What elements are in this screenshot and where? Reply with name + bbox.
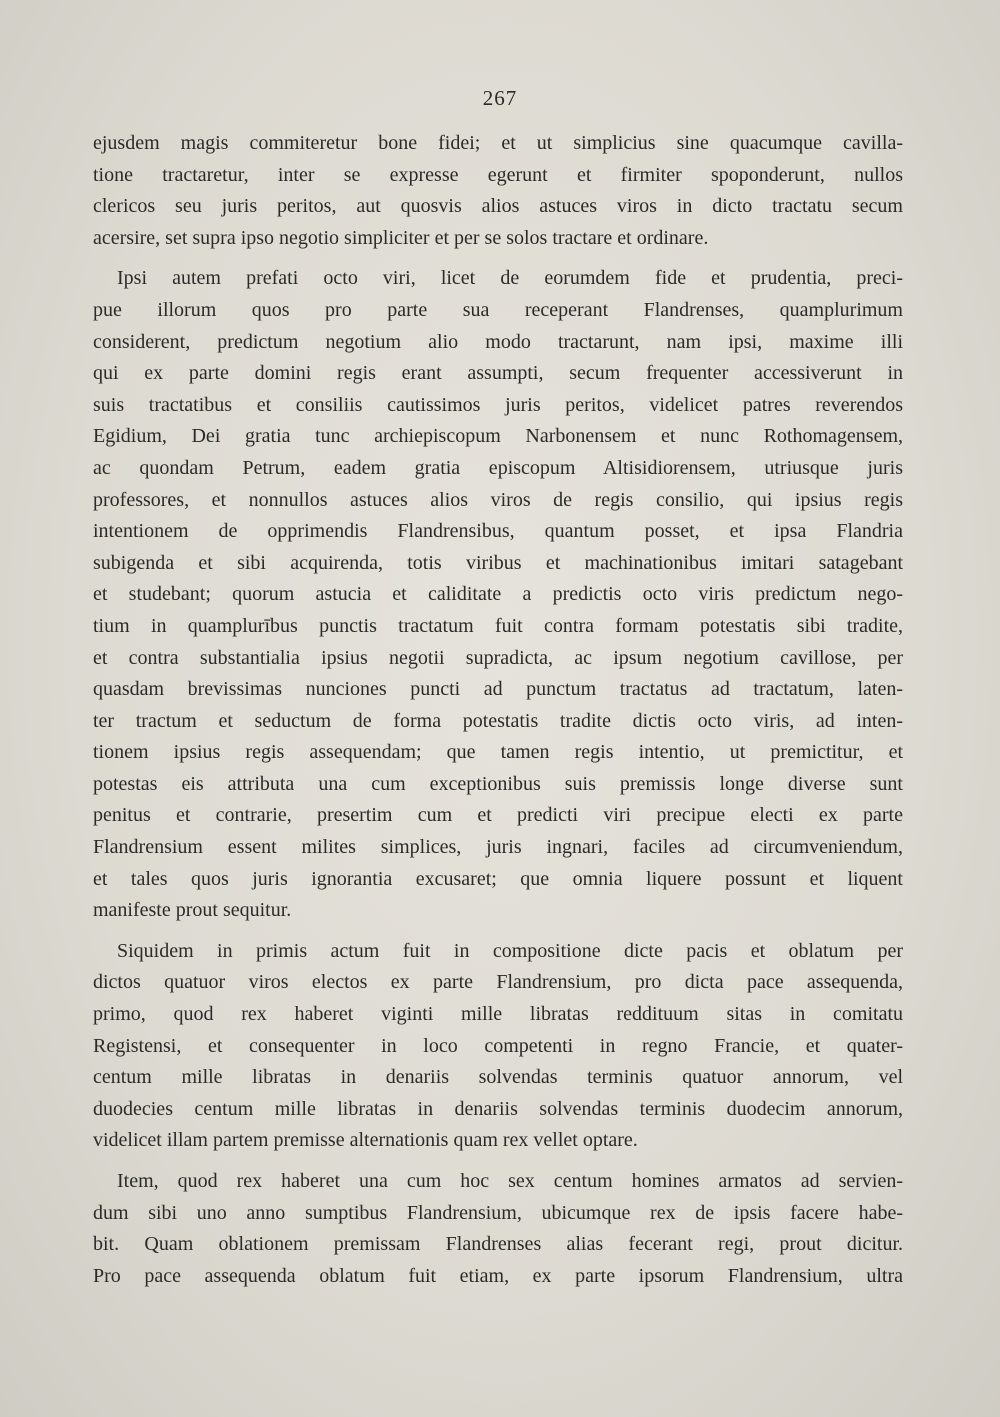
paragraph-gap [93,254,903,263]
text-line: ter tractum et seductum de forma potestatis tradite dictis octo viris, ad inten- [93,709,903,732]
text-line: pue illorum quos pro parte sua receperant Flandrenses, quamplurimum [93,298,903,321]
paragraph-gap [93,1157,903,1166]
text-line: Siquidem in primis actum fuit in compositione dicte pacis et oblatum per [117,939,903,962]
text-line: acersire, set supra ipso negotio simpliciter et per se solos tractare et ordinare. [93,226,709,249]
text-line: tionem ipsius regis assequendam; que tamen regis intentio, ut premictitur, et [93,741,903,764]
text-line: Registensi, et consequenter in loco competenti in regno Francie, et quater- [93,1034,903,1057]
text-line: bit. Quam oblationem premissam Flandrenses alias fecerant regi, prout dicitur. [93,1233,903,1256]
paragraph [93,936,903,1157]
text-line: clericos seu juris peritos, aut quosvis alios astuces viros in dicto tractatu secum [93,195,903,218]
paragraph [93,263,903,926]
paragraph [93,1166,903,1292]
text-line: penitus et contrarie, presertim cum et predicti viri precipue electi ex parte [93,804,903,827]
text-line: tium in quamplurībus punctis tractatum fuit contra formam potestatis sibi tradite, [93,614,903,637]
text-line: manifeste prout sequitur. [93,899,292,922]
text-line: videlicet illam partem premisse alternationis quam rex vellet optare. [93,1129,638,1152]
text-line: et contra substantialia ipsius negotii supradicta, ac ipsum negotium cavillose, per [93,646,903,669]
text-line: dum sibi uno anno sumptibus Flandrensium, ubicumque rex de ipsis facere habe- [93,1201,903,1224]
text-line: et studebant; quorum astucia et caliditate a predictis octo viris predictum nego- [93,583,903,606]
text-line: suis tractatibus et consiliis cautissimos juris peritos, videlicet patres reverendos [93,393,903,416]
text-line: Flandrensium essent milites simplices, juris ingnari, faciles ad circumveniendum, [93,836,903,859]
text-line: ac quondam Petrum, eadem gratia episcopum Altisidiorensem, utriusque juris [93,456,903,479]
text-line: tione tractaretur, inter se expresse egerunt et firmiter spoponderunt, nullos [93,163,903,186]
text-line: considerent, predictum negotium alio modo tractarunt, nam ipsi, maxime illi [93,330,903,353]
text-line: dictos quatuor viros electos ex parte Flandrensium, pro dicta pace assequenda, [93,971,903,994]
text-line: Ipsi autem prefati octo viri, licet de eorumdem fide et prudentia, preci- [117,267,903,290]
text-line: quasdam brevissimas nunciones puncti ad punctum tractatus ad tractatum, laten- [93,678,903,701]
text-line: centum mille libratas in denariis solvendas terminis quatuor annorum, vel [93,1066,903,1089]
text-line: Pro pace assequenda oblatum fuit etiam, ex parte ipsorum Flandrensium, ultra [93,1264,903,1287]
text-line: Egidium, Dei gratia tunc archiepiscopum Narbonensem et nunc Rothomagensem, [93,425,903,448]
text-line: primo, quod rex haberet viginti mille libratas reddituum sitas in comitatu [93,1003,903,1026]
text-line: ejusdem magis commiteretur bone fidei; et ut simplicius sine quacumque cavilla- [93,132,903,154]
body-text [93,128,903,1292]
text-line: et tales quos juris ignorantia excusaret; que omnia liquere possunt et liquent [93,867,903,890]
text-line: potestas eis attributa una cum exceptionibus suis premissis longe diverse sunt [93,772,903,795]
paragraph-gap [93,927,903,936]
paragraph [93,128,903,254]
text-line: Item, quod rex haberet una cum hoc sex centum homines armatos ad servien- [117,1170,903,1192]
text-line: professores, et nonnullos astuces alios viros de regis consilio, qui ipsius regis [93,488,903,511]
page-number: 267 [482,86,518,110]
text-line: subigenda et sibi acquirenda, totis viribus et machinationibus imitari satagebant [93,551,903,574]
text-line: duodecies centum mille libratas in denariis solvendas terminis duodecim annorum, [93,1097,903,1120]
text-line: qui ex parte domini regis erant assumpti, secum frequenter accessiverunt in [93,362,903,385]
text-line: intentionem de opprimendis Flandrensibus, quantum posset, et ipsa Flandria [93,520,903,543]
